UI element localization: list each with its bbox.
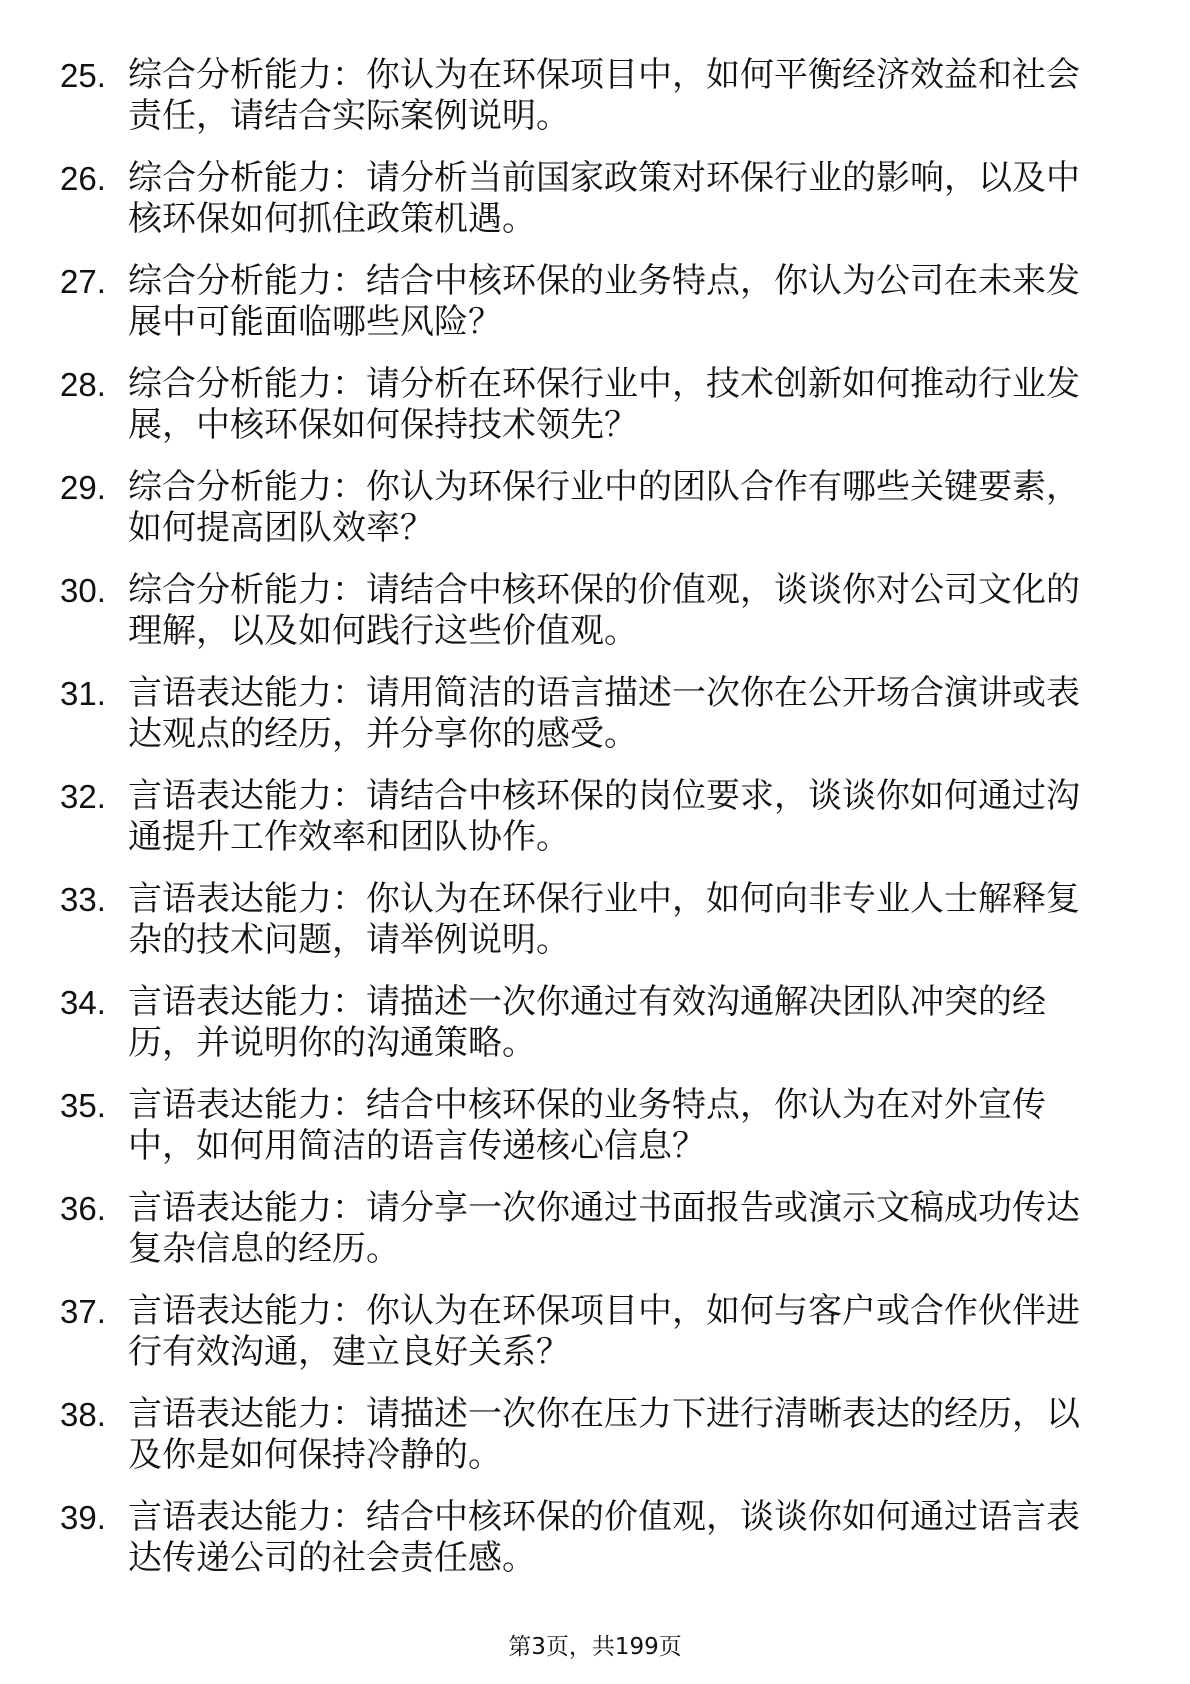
- question-item-30: [60, 570, 1110, 652]
- question-text: 言语表达能力：你认为在环保行业中，如何向非专业人士解释复杂的技术问题，请举例说明。: [128, 879, 1080, 960]
- question-item-32: [60, 776, 1110, 858]
- question-number: 33.: [60, 881, 106, 918]
- question-number: 30.: [60, 572, 106, 609]
- question-number: 31.: [60, 675, 106, 712]
- question-text: 综合分析能力：结合中核环保的业务特点，你认为公司在未来发展中可能面临哪些风险？: [128, 261, 1080, 342]
- question-text: 综合分析能力：你认为在环保项目中，如何平衡经济效益和社会责任，请结合实际案例说明。: [128, 55, 1080, 136]
- question-item-36: [60, 1188, 1110, 1270]
- question-item-26: [60, 158, 1110, 240]
- question-item-28: [60, 364, 1110, 446]
- question-item-27: [60, 261, 1110, 343]
- question-number: 35.: [60, 1087, 106, 1124]
- question-number: 38.: [60, 1396, 106, 1433]
- question-text: 言语表达能力：请用简洁的语言描述一次你在公开场合演讲或表达观点的经历，并分享你的感受。: [128, 673, 1080, 754]
- question-text: 言语表达能力：请描述一次你通过有效沟通解决团队冲突的经历，并说明你的沟通策略。: [128, 982, 1046, 1063]
- question-number: 36.: [60, 1190, 106, 1227]
- question-list: [60, 55, 1110, 1600]
- question-item-25: [60, 55, 1110, 137]
- question-item-33: [60, 879, 1110, 961]
- question-text: 综合分析能力：请分析当前国家政策对环保行业的影响，以及中核环保如何抓住政策机遇。: [128, 158, 1080, 239]
- question-number: 25.: [60, 57, 106, 94]
- question-number: 28.: [60, 366, 106, 403]
- question-item-38: [60, 1394, 1110, 1476]
- question-text: 综合分析能力：请结合中核环保的价值观，谈谈你对公司文化的理解，以及如何践行这些价值观。: [128, 570, 1080, 651]
- question-text: 综合分析能力：请分析在环保行业中，技术创新如何推动行业发展，中核环保如何保持技术领先？: [128, 364, 1080, 445]
- question-text: 言语表达能力：结合中核环保的业务特点，你认为在对外宣传中，如何用简洁的语言传递核心信息？: [128, 1085, 1046, 1166]
- question-text: 言语表达能力：结合中核环保的价值观，谈谈你如何通过语言表达传递公司的社会责任感。: [128, 1497, 1080, 1578]
- question-number: 26.: [60, 160, 106, 197]
- question-item-35: [60, 1085, 1110, 1167]
- question-number: 32.: [60, 778, 106, 815]
- question-number: 29.: [60, 469, 106, 506]
- question-item-34: [60, 982, 1110, 1064]
- question-number: 34.: [60, 984, 106, 1021]
- question-item-29: [60, 467, 1110, 549]
- question-text: 综合分析能力：你认为环保行业中的团队合作有哪些关键要素，如何提高团队效率？: [128, 467, 1080, 548]
- page-number-label: 第3页，共199页: [508, 1634, 682, 1660]
- question-item-39: [60, 1497, 1110, 1579]
- question-number: 39.: [60, 1499, 106, 1536]
- question-text: 言语表达能力：请分享一次你通过书面报告或演示文稿成功传达复杂信息的经历。: [128, 1188, 1080, 1269]
- question-text: 言语表达能力：请结合中核环保的岗位要求，谈谈你如何通过沟通提升工作效率和团队协作。: [128, 776, 1080, 857]
- question-number: 37.: [60, 1293, 106, 1330]
- question-item-31: [60, 673, 1110, 755]
- question-number: 27.: [60, 263, 106, 300]
- question-text: 言语表达能力：请描述一次你在压力下进行清晰表达的经历，以及你是如何保持冷静的。: [128, 1394, 1080, 1475]
- question-item-37: [60, 1291, 1110, 1373]
- question-text: 言语表达能力：你认为在环保项目中，如何与客户或合作伙伴进行有效沟通，建立良好关系？: [128, 1291, 1080, 1372]
- page-footer: [0, 1632, 1190, 1662]
